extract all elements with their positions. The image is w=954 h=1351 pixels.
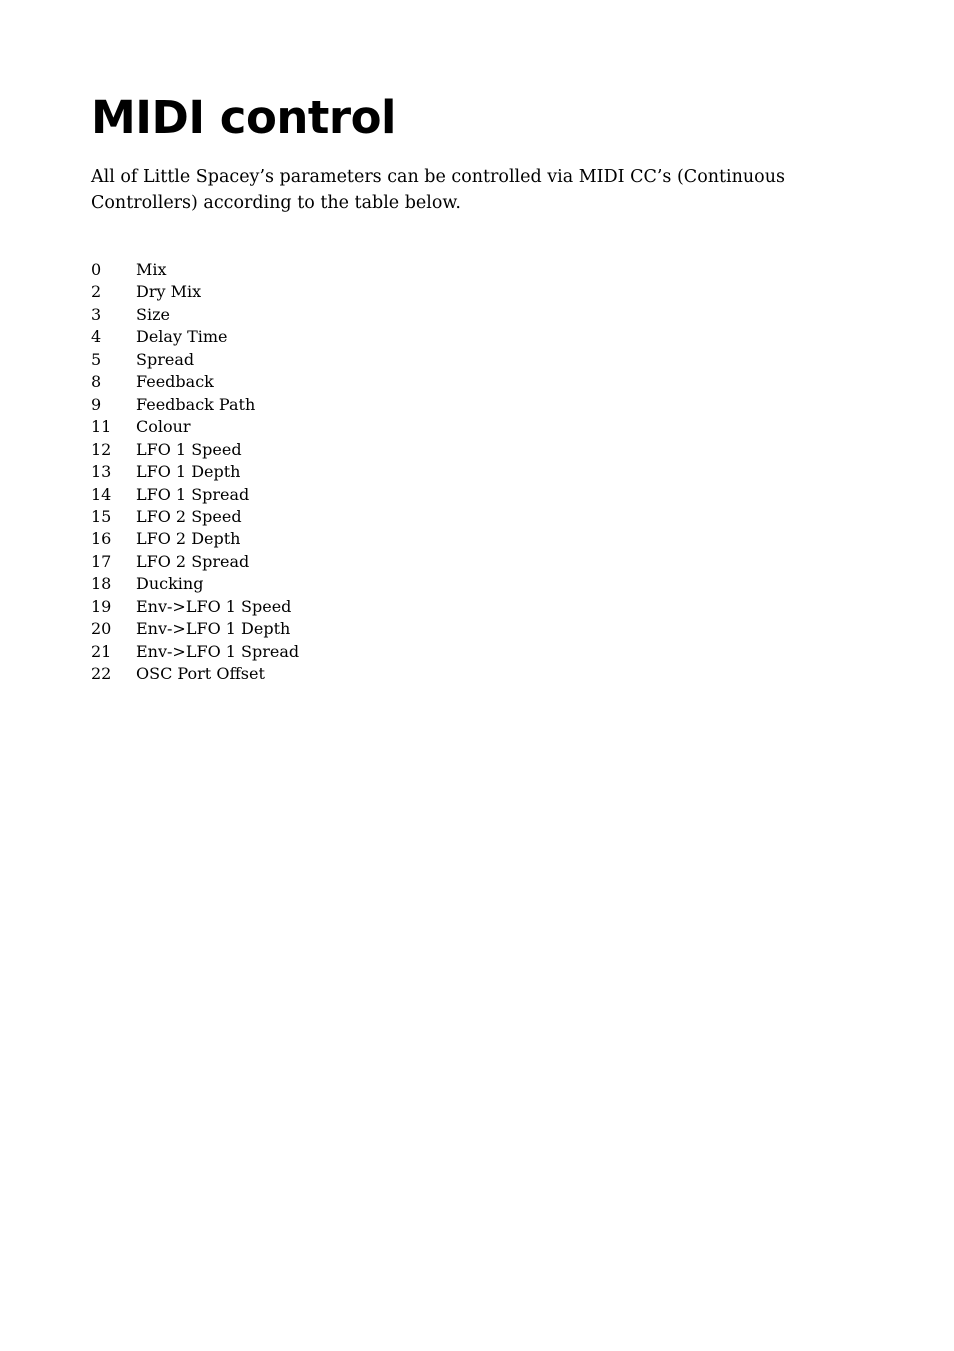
parameter-name: Size (136, 304, 170, 324)
cc-number: 17 (91, 551, 112, 571)
parameter-name: Env->LFO 1 Spread (136, 641, 300, 661)
cc-number: 11 (91, 417, 112, 437)
cc-number: 9 (91, 394, 102, 414)
cc-number: 22 (91, 664, 112, 684)
table-row (91, 484, 299, 506)
cc-number: 14 (91, 484, 112, 504)
parameter-name: Env->LFO 1 Depth (136, 619, 291, 639)
cc-number: 3 (91, 304, 102, 324)
parameter-name: LFO 1 Depth (136, 462, 241, 482)
table-row (91, 618, 299, 640)
page-title: MIDI control (91, 91, 396, 144)
table-row (91, 439, 299, 461)
parameter-name: OSC Port Offset (136, 664, 265, 684)
table-row (91, 416, 299, 438)
midi-cc-table (91, 259, 299, 686)
parameter-name: Dry Mix (136, 282, 202, 302)
cc-number: 19 (91, 596, 112, 616)
parameter-name: Delay Time (136, 327, 228, 347)
cc-number: 4 (91, 327, 102, 347)
table-row (91, 506, 299, 528)
cc-number: 15 (91, 506, 112, 526)
cc-number: 20 (91, 619, 112, 639)
table-row (91, 461, 299, 483)
table-row (91, 551, 299, 573)
cc-number: 16 (91, 529, 112, 549)
cc-number: 21 (91, 641, 112, 661)
cc-number: 13 (91, 462, 112, 482)
cc-number: 2 (91, 282, 102, 302)
table-row (91, 663, 299, 685)
cc-number: 0 (91, 260, 102, 279)
parameter-name: Feedback Path (136, 394, 256, 414)
table-row (91, 528, 299, 550)
table-row (91, 281, 299, 303)
parameter-name: LFO 1 Speed (136, 439, 242, 459)
cc-number: 8 (91, 372, 102, 392)
parameter-name: LFO 2 Speed (136, 506, 242, 526)
parameter-name: Colour (136, 417, 191, 437)
table-row (91, 596, 299, 618)
intro-paragraph: All of Little Spacey’s parameters can be controlled via MIDI CC’s (Continuous Controllers) according to the table below. (91, 167, 785, 213)
parameter-name: Env->LFO 1 Speed (136, 596, 292, 616)
table-row (91, 259, 299, 281)
parameter-name: Feedback (136, 372, 214, 392)
table-row (91, 371, 299, 393)
table-row (91, 326, 299, 348)
table-row (91, 349, 299, 371)
cc-number: 18 (91, 574, 112, 594)
table-row (91, 573, 299, 595)
parameter-name: Mix (136, 260, 167, 279)
parameter-name: Spread (136, 349, 195, 369)
table-row (91, 304, 299, 326)
parameter-name: LFO 2 Spread (136, 551, 250, 571)
table-row (91, 394, 299, 416)
cc-number: 12 (91, 439, 112, 459)
parameter-name: LFO 2 Depth (136, 529, 241, 549)
table-row (91, 641, 299, 663)
parameter-name: Ducking (136, 574, 204, 594)
parameter-name: LFO 1 Spread (136, 484, 250, 504)
cc-number: 5 (91, 349, 102, 369)
midi-cc-table-body (91, 259, 299, 686)
